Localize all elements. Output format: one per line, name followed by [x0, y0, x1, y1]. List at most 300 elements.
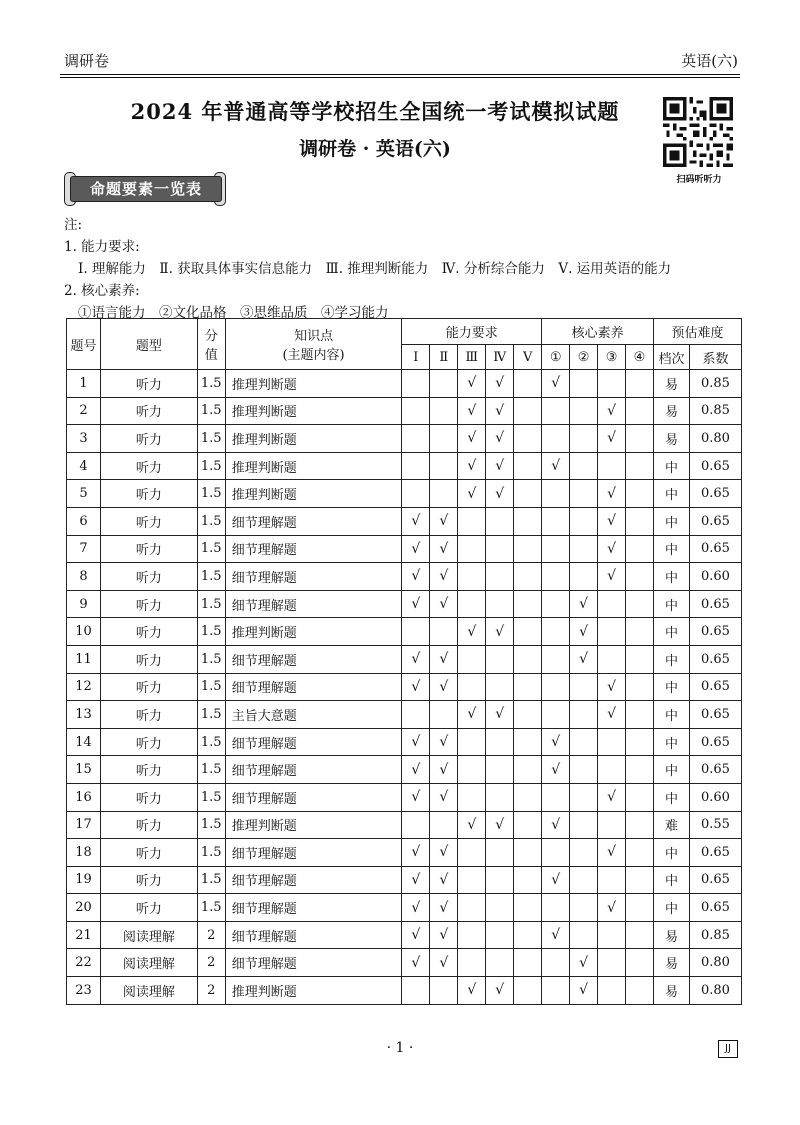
cell-literacy-check	[626, 811, 654, 839]
cell-ability-check	[514, 590, 542, 618]
cell-literacy-check: √	[598, 397, 626, 425]
header-score	[197, 319, 225, 370]
cell-literacy-check	[598, 921, 626, 949]
cell-knowledge: 细节理解题	[225, 563, 402, 591]
cell-knowledge: 细节理解题	[225, 783, 402, 811]
header-literacy-col: ④	[626, 345, 654, 370]
cell-literacy-check	[542, 645, 570, 673]
cell-type: 阅读理解	[100, 921, 197, 949]
cell-type: 听力	[100, 783, 197, 811]
cell-ability-check	[430, 701, 458, 729]
cell-ability-check: √	[458, 618, 486, 646]
cell-ability-check: √	[430, 949, 458, 977]
cell-level: 中	[653, 756, 689, 784]
cell-ability-check: √	[486, 811, 514, 839]
cell-literacy-check: √	[542, 921, 570, 949]
cell-num: 9	[67, 590, 101, 618]
header-coef: 系数	[689, 345, 741, 370]
cell-ability-check: √	[430, 866, 458, 894]
cell-literacy-check	[626, 673, 654, 701]
cell-literacy-check	[542, 839, 570, 867]
cell-ability-check	[430, 480, 458, 508]
cell-ability-check: √	[486, 370, 514, 398]
cell-ability-check: √	[458, 480, 486, 508]
cell-num: 11	[67, 645, 101, 673]
cell-literacy-check	[626, 701, 654, 729]
cell-ability-check	[430, 977, 458, 1005]
cell-literacy-check	[626, 921, 654, 949]
cell-ability-check: √	[402, 866, 430, 894]
cell-ability-check	[514, 894, 542, 922]
cell-level: 中	[653, 645, 689, 673]
cell-ability-check	[402, 425, 430, 453]
cell-ability-check: √	[430, 673, 458, 701]
cell-ability-check	[486, 949, 514, 977]
cell-ability-check	[458, 535, 486, 563]
cell-literacy-check: √	[570, 977, 598, 1005]
cell-literacy-check	[570, 839, 598, 867]
cell-ability-check	[430, 618, 458, 646]
cell-ability-check: √	[458, 370, 486, 398]
cell-ability-check	[514, 425, 542, 453]
cell-ability-check: √	[402, 921, 430, 949]
table-row	[67, 480, 742, 508]
cell-ability-check: √	[486, 977, 514, 1005]
cell-ability-check: √	[486, 480, 514, 508]
cell-score: 1.5	[197, 480, 225, 508]
cell-literacy-check	[542, 894, 570, 922]
cell-level: 中	[653, 783, 689, 811]
cell-num: 21	[67, 921, 101, 949]
cell-coef: 0.65	[689, 452, 741, 480]
cell-ability-check: √	[430, 921, 458, 949]
cell-type: 听力	[100, 673, 197, 701]
cell-knowledge: 细节理解题	[225, 756, 402, 784]
cell-literacy-check	[626, 425, 654, 453]
cell-literacy-check: √	[542, 370, 570, 398]
cell-ability-check	[430, 452, 458, 480]
cell-ability-check	[514, 839, 542, 867]
cell-num: 19	[67, 866, 101, 894]
cell-type: 听力	[100, 839, 197, 867]
cell-literacy-check	[598, 645, 626, 673]
cell-ability-check: √	[402, 756, 430, 784]
cell-ability-check: √	[402, 673, 430, 701]
cell-literacy-check: √	[570, 590, 598, 618]
cell-literacy-check: √	[598, 563, 626, 591]
cell-literacy-check	[626, 480, 654, 508]
cell-score: 1.5	[197, 728, 225, 756]
cell-literacy-check	[626, 728, 654, 756]
header-literacy-col: ③	[598, 345, 626, 370]
cell-literacy-check	[626, 618, 654, 646]
cell-coef: 0.65	[689, 507, 741, 535]
banner-title: 命题要素一览表	[70, 176, 222, 202]
cell-ability-check	[514, 977, 542, 1005]
cell-literacy-check	[598, 756, 626, 784]
cell-ability-check	[514, 728, 542, 756]
cell-coef: 0.65	[689, 866, 741, 894]
cell-level: 中	[653, 894, 689, 922]
cell-literacy-check: √	[598, 507, 626, 535]
cell-score: 2	[197, 977, 225, 1005]
cell-type: 听力	[100, 452, 197, 480]
cell-literacy-check	[626, 894, 654, 922]
header-ability-col: Ⅳ	[486, 345, 514, 370]
header-ability-col: Ⅰ	[402, 345, 430, 370]
cell-ability-check	[402, 452, 430, 480]
cell-ability-check	[486, 783, 514, 811]
cell-score: 1.5	[197, 618, 225, 646]
cell-num: 5	[67, 480, 101, 508]
cell-coef: 0.85	[689, 370, 741, 398]
cell-ability-check	[486, 645, 514, 673]
cell-ability-check: √	[402, 839, 430, 867]
cell-ability-check	[514, 535, 542, 563]
cell-coef: 0.80	[689, 977, 741, 1005]
cell-ability-check: √	[402, 590, 430, 618]
cell-level: 中	[653, 728, 689, 756]
cell-level: 中	[653, 839, 689, 867]
cell-ability-check: √	[486, 397, 514, 425]
cell-level: 中	[653, 673, 689, 701]
table-row	[67, 728, 742, 756]
header-ability-col: Ⅱ	[430, 345, 458, 370]
cell-coef: 0.65	[689, 701, 741, 729]
cell-type: 听力	[100, 397, 197, 425]
cell-literacy-check	[570, 811, 598, 839]
cell-literacy-check	[626, 507, 654, 535]
cell-score: 1.5	[197, 452, 225, 480]
table-row	[67, 397, 742, 425]
cell-score: 1.5	[197, 507, 225, 535]
cell-ability-check	[486, 673, 514, 701]
cell-ability-check: √	[402, 535, 430, 563]
cell-literacy-check	[626, 452, 654, 480]
header-literacy-col: ①	[542, 345, 570, 370]
header-level: 档次	[653, 345, 689, 370]
table-row	[67, 977, 742, 1005]
cell-ability-check	[514, 645, 542, 673]
cell-num: 4	[67, 452, 101, 480]
section-banner	[64, 172, 226, 204]
cell-ability-check: √	[402, 728, 430, 756]
cell-type: 听力	[100, 370, 197, 398]
cell-literacy-check	[570, 866, 598, 894]
cell-literacy-check: √	[598, 480, 626, 508]
cell-knowledge: 推理判断题	[225, 370, 402, 398]
cell-knowledge: 推理判断题	[225, 811, 402, 839]
cell-ability-check	[514, 866, 542, 894]
cell-level: 中	[653, 563, 689, 591]
cell-coef: 0.55	[689, 811, 741, 839]
cell-ability-check	[514, 397, 542, 425]
cell-knowledge: 推理判断题	[225, 480, 402, 508]
cell-literacy-check: √	[598, 673, 626, 701]
literacy-title: 2. 核心素养:	[64, 283, 140, 299]
cell-literacy-check	[542, 563, 570, 591]
notes-section	[64, 214, 671, 324]
cell-score: 1.5	[197, 866, 225, 894]
footer-code-badge: JJ	[718, 1040, 738, 1058]
cell-num: 20	[67, 894, 101, 922]
cell-literacy-check	[626, 535, 654, 563]
cell-literacy-check	[570, 425, 598, 453]
table-row	[67, 590, 742, 618]
cell-ability-check: √	[486, 618, 514, 646]
table-row	[67, 425, 742, 453]
cell-literacy-check	[570, 921, 598, 949]
cell-coef: 0.80	[689, 949, 741, 977]
cell-score: 1.5	[197, 563, 225, 591]
cell-knowledge: 细节理解题	[225, 894, 402, 922]
cell-level: 中	[653, 480, 689, 508]
cell-literacy-check	[570, 397, 598, 425]
literacy-items: ①语言能力 ②文化品格 ③思维品质 ④学习能力	[78, 305, 389, 321]
cell-num: 18	[67, 839, 101, 867]
cell-literacy-check	[542, 783, 570, 811]
cell-ability-check	[486, 894, 514, 922]
cell-knowledge: 细节理解题	[225, 866, 402, 894]
cell-score: 1.5	[197, 701, 225, 729]
cell-knowledge: 推理判断题	[225, 425, 402, 453]
cell-ability-check	[402, 370, 430, 398]
cell-ability-check	[458, 645, 486, 673]
cell-knowledge: 推理判断题	[225, 618, 402, 646]
cell-ability-check	[514, 921, 542, 949]
cell-literacy-check	[626, 645, 654, 673]
table-row	[67, 894, 742, 922]
cell-type: 听力	[100, 590, 197, 618]
cell-level: 易	[653, 425, 689, 453]
cell-type: 听力	[100, 866, 197, 894]
cell-literacy-check	[570, 728, 598, 756]
cell-ability-check	[458, 728, 486, 756]
cell-literacy-check	[626, 563, 654, 591]
cell-knowledge: 细节理解题	[225, 728, 402, 756]
cell-literacy-check	[570, 783, 598, 811]
cell-ability-check	[486, 728, 514, 756]
cell-num: 8	[67, 563, 101, 591]
qr-label: 扫码听听力	[676, 175, 722, 185]
cell-knowledge: 细节理解题	[225, 949, 402, 977]
cell-literacy-check	[626, 370, 654, 398]
cell-num: 1	[67, 370, 101, 398]
cell-ability-check	[514, 480, 542, 508]
cell-coef: 0.65	[689, 618, 741, 646]
cell-level: 中	[653, 866, 689, 894]
cell-ability-check	[514, 783, 542, 811]
cell-ability-check	[486, 507, 514, 535]
cell-literacy-check: √	[570, 618, 598, 646]
cell-coef: 0.65	[689, 756, 741, 784]
cell-ability-check	[486, 839, 514, 867]
cell-ability-check: √	[402, 894, 430, 922]
cell-ability-check	[402, 480, 430, 508]
cell-literacy-check	[626, 839, 654, 867]
cell-literacy-check	[626, 977, 654, 1005]
cell-coef: 0.60	[689, 563, 741, 591]
cell-level: 易	[653, 370, 689, 398]
cell-num: 23	[67, 977, 101, 1005]
cell-ability-check	[514, 452, 542, 480]
cell-ability-check	[486, 866, 514, 894]
cell-ability-check: √	[430, 839, 458, 867]
cell-ability-check: √	[402, 949, 430, 977]
header-num: 题号	[67, 319, 101, 370]
cell-level: 中	[653, 618, 689, 646]
table-row	[67, 673, 742, 701]
cell-literacy-check	[598, 811, 626, 839]
table-row	[67, 811, 742, 839]
cell-level: 易	[653, 949, 689, 977]
cell-ability-check	[458, 507, 486, 535]
cell-ability-check	[402, 618, 430, 646]
cell-ability-check	[458, 783, 486, 811]
cell-type: 听力	[100, 425, 197, 453]
cell-level: 中	[653, 701, 689, 729]
cell-level: 易	[653, 397, 689, 425]
cell-literacy-check	[598, 949, 626, 977]
cell-coef: 0.65	[689, 480, 741, 508]
cell-ability-check	[514, 673, 542, 701]
cell-num: 2	[67, 397, 101, 425]
cell-literacy-check	[542, 949, 570, 977]
cell-literacy-check	[542, 480, 570, 508]
cell-literacy-check	[626, 590, 654, 618]
cell-ability-check	[430, 811, 458, 839]
cell-ability-check	[430, 425, 458, 453]
cell-level: 中	[653, 590, 689, 618]
cell-literacy-check: √	[598, 839, 626, 867]
cell-type: 听力	[100, 811, 197, 839]
cell-ability-check: √	[458, 397, 486, 425]
header-literacy: 核心素养	[542, 319, 654, 345]
cell-literacy-check: √	[542, 452, 570, 480]
header-rule-thin	[60, 77, 740, 78]
cell-literacy-check: √	[598, 701, 626, 729]
cell-num: 14	[67, 728, 101, 756]
cell-ability-check: √	[486, 701, 514, 729]
cell-num: 16	[67, 783, 101, 811]
cell-literacy-check: √	[598, 535, 626, 563]
cell-type: 听力	[100, 645, 197, 673]
cell-literacy-check	[570, 701, 598, 729]
cell-score: 1.5	[197, 590, 225, 618]
cell-ability-check	[514, 756, 542, 784]
cell-num: 17	[67, 811, 101, 839]
cell-score: 1.5	[197, 673, 225, 701]
cell-ability-check	[458, 673, 486, 701]
cell-type: 听力	[100, 507, 197, 535]
cell-literacy-check: √	[542, 811, 570, 839]
cell-ability-check: √	[458, 811, 486, 839]
cell-ability-check: √	[458, 425, 486, 453]
cell-coef: 0.65	[689, 673, 741, 701]
cell-literacy-check	[542, 397, 570, 425]
cell-type: 听力	[100, 535, 197, 563]
cell-ability-check	[430, 397, 458, 425]
cell-literacy-check	[626, 756, 654, 784]
cell-literacy-check: √	[598, 894, 626, 922]
table-row	[67, 949, 742, 977]
spec-table-body	[67, 370, 742, 1005]
cell-literacy-check	[570, 370, 598, 398]
qr-code-icon[interactable]	[660, 97, 736, 167]
cell-ability-check: √	[458, 977, 486, 1005]
page-subtitle-text: 调研卷 · 英语(六)	[299, 138, 451, 160]
cell-ability-check	[514, 618, 542, 646]
cell-literacy-check	[570, 756, 598, 784]
header-literacy-col: ②	[570, 345, 598, 370]
cell-ability-check: √	[430, 756, 458, 784]
cell-literacy-check	[542, 977, 570, 1005]
header-difficulty: 预估难度	[653, 319, 741, 345]
cell-ability-check: √	[430, 535, 458, 563]
cell-score: 1.5	[197, 894, 225, 922]
cell-ability-check	[514, 563, 542, 591]
cell-literacy-check	[626, 783, 654, 811]
cell-literacy-check	[598, 452, 626, 480]
cell-knowledge: 推理判断题	[225, 452, 402, 480]
cell-literacy-check	[626, 397, 654, 425]
cell-knowledge: 细节理解题	[225, 590, 402, 618]
table-row	[67, 535, 742, 563]
cell-knowledge: 细节理解题	[225, 673, 402, 701]
cell-literacy-check	[598, 866, 626, 894]
cell-coef: 0.85	[689, 921, 741, 949]
cell-literacy-check	[626, 949, 654, 977]
cell-score: 1.5	[197, 370, 225, 398]
table-row	[67, 921, 742, 949]
cell-ability-check	[486, 563, 514, 591]
cell-ability-check: √	[458, 701, 486, 729]
header-knowledge-a: 知识点	[294, 329, 334, 344]
cell-ability-check	[486, 921, 514, 949]
cell-type: 听力	[100, 618, 197, 646]
cell-knowledge: 推理判断题	[225, 397, 402, 425]
cell-ability-check	[458, 894, 486, 922]
cell-knowledge: 细节理解题	[225, 921, 402, 949]
cell-ability-check: √	[430, 590, 458, 618]
table-row	[67, 645, 742, 673]
cell-literacy-check	[598, 618, 626, 646]
cell-score: 1.5	[197, 756, 225, 784]
cell-ability-check	[458, 949, 486, 977]
cell-ability-check	[514, 701, 542, 729]
header-ability: 能力要求	[402, 319, 542, 345]
cell-level: 中	[653, 535, 689, 563]
cell-type: 听力	[100, 756, 197, 784]
cell-literacy-check	[570, 673, 598, 701]
cell-num: 6	[67, 507, 101, 535]
cell-literacy-check: √	[542, 756, 570, 784]
cell-num: 3	[67, 425, 101, 453]
cell-ability-check	[514, 949, 542, 977]
header-ability-col: Ⅴ	[514, 345, 542, 370]
cell-ability-check	[514, 811, 542, 839]
cell-literacy-check	[598, 370, 626, 398]
cell-ability-check: √	[402, 563, 430, 591]
cell-knowledge: 主旨大意题	[225, 701, 402, 729]
cell-literacy-check: √	[570, 645, 598, 673]
cell-ability-check: √	[430, 783, 458, 811]
cell-score: 1.5	[197, 397, 225, 425]
cell-literacy-check	[598, 590, 626, 618]
cell-coef: 0.65	[689, 728, 741, 756]
cell-coef: 0.65	[689, 590, 741, 618]
header-knowledge-b: (主题内容)	[282, 348, 345, 363]
